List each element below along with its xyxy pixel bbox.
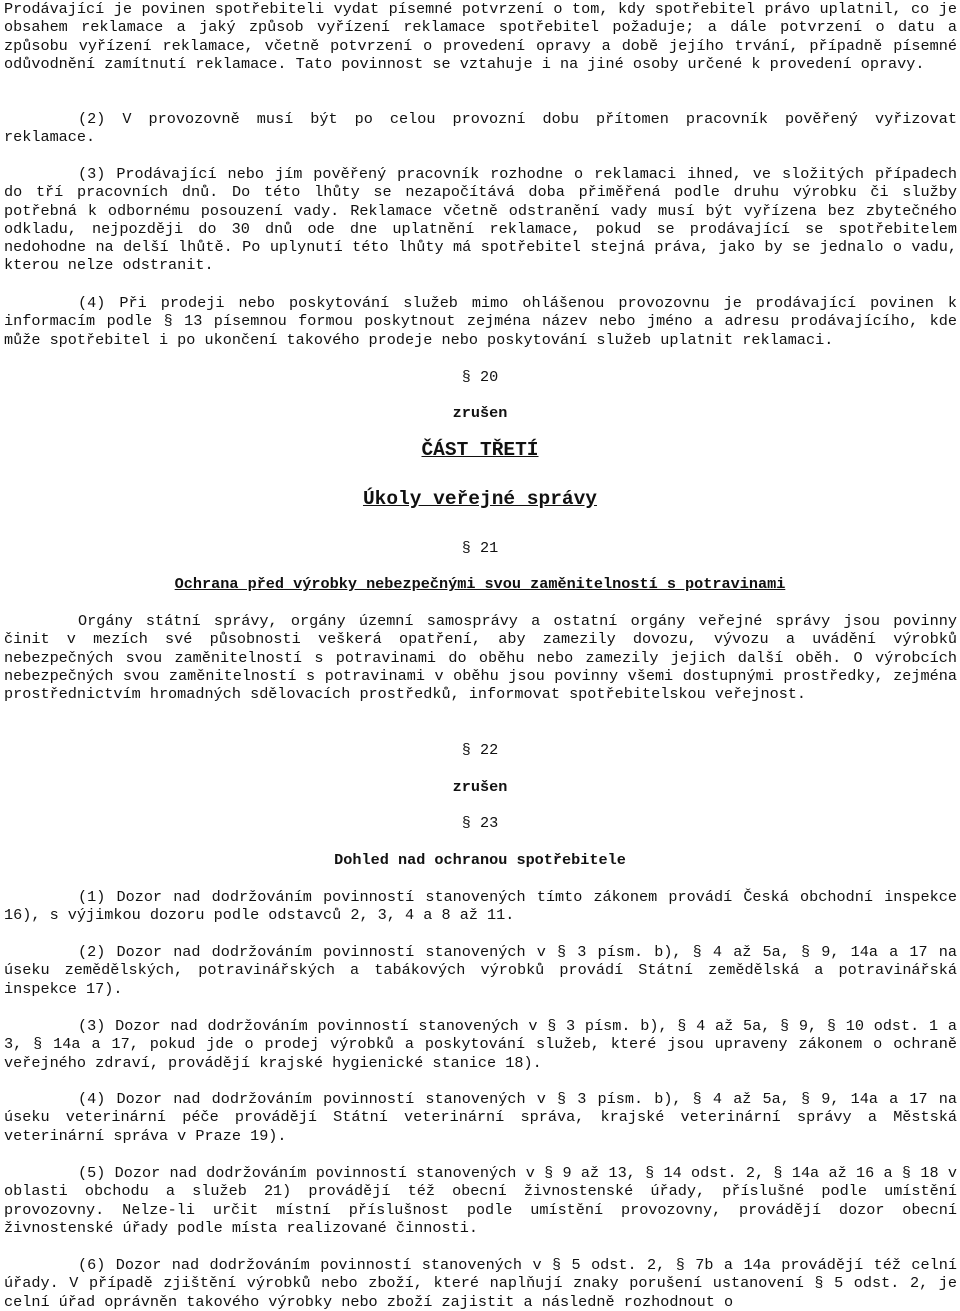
section-21-number: § 21	[461, 539, 499, 557]
section-23-paragraph-5: (5) Dozor nad dodržováním povinností stanovených v § 9 až 13, § 14 odst. 2, § 14a až 16 a § 18 v oblasti obchodu a služeb 21) provádějí též obecní živnostenské úřady, příslušné podle umístění provozovny. Nelze-li určit místní příslušnost podle umístění provozovny, provádějí dozor obecní živnostenské úřady podle místa realizované činnosti.	[4, 1164, 957, 1237]
section-22-status: zrušen	[452, 778, 508, 796]
section-20-number: § 20	[461, 368, 499, 386]
paragraph-2: (2) V provozovně musí být po celou provozní dobu přítomen pracovník pověřený vyřizovat reklamace.	[4, 110, 957, 147]
section-23-paragraph-6: (6) Dozor nad dodržováním povinností stanovených v § 5 odst. 2, § 7b a 14a provádějí též celní úřady. V případě zjištění výrobků nebo zboží, které naplňují znaky porušení ustanovení § 5 odst. 2, je celní úřad oprávněn takového výrobky nebo zboží zajistit a následně rozhodnout o	[4, 1256, 957, 1311]
section-21-heading: Ochrana před výrobky nebezpečnými svou zaměnitelností s potravinami	[174, 575, 786, 593]
section-23-paragraph-4: (4) Dozor nad dodržováním povinností stanovených v § 3 písm. b), § 4 až 5a, § 9, 14a a 17 na úseku veterinární péče provádějí Státní veterinární správa, krajské veterinární správy a Městská veterinární správa v Praze 19).	[4, 1090, 957, 1145]
part-label: ČÁST TŘETÍ	[421, 439, 539, 461]
paragraph-3: (3) Prodávající nebo jím pověřený pracovník rozhodne o reklamaci ihned, ve složitých případech do tří pracovních dnů. Do této lhůty se nezapočítává doba přiměřená podle druhu výrobku či služby potřebná k odbornému posouzení vady. Reklamace včetně odstranění vady musí být vyřízena bez zbytečného odkladu, nejpozději do 30 dnů ode dne uplatnění reklamace, pokud se prodávající se spotřebitelem nedohodne na delší lhůtě. Po uplynutí této lhůty má spotřebitel stejná práva, jako by se jednalo o vadu, kterou nelze odstranit.	[4, 165, 957, 275]
section-22-number: § 22	[461, 741, 499, 759]
section-23-paragraph-2: (2) Dozor nad dodržováním povinností stanovených v § 3 písm. b), § 4 až 5a, § 9, 14a a 17 na úseku zemědělských, potravinářských a tabákových výrobků provádí Státní zemědělská a potravinářská inspekce 17).	[4, 943, 957, 998]
section-23-heading: Dohled nad ochranou spotřebitele	[334, 851, 626, 869]
part-title: Úkoly veřejné správy	[362, 488, 598, 510]
paragraph-complaint-confirmation: Prodávající je povinen spotřebiteli vydat písemné potvrzení o tom, kdy spotřebitel právo uplatnil, co je obsahem reklamace a jaký způsob vyřízení reklamace spotřebitel požaduje; a dále potvrzení o datu a způsobu vyřízení reklamace, včetně potvrzení o provedení opravy a době jejího trvání, případně písemné odůvodnění zamítnutí reklamace. Tato povinnost se vztahuje i na jiné osoby určené k provedení opravy.	[4, 0, 957, 73]
section-23-paragraph-1: (1) Dozor nad dodržováním povinností stanovených tímto zákonem provádí Česká obchodní inspekce 16), s výjimkou dozoru podle odstavců 2, 3, 4 a 8 až 11.	[4, 888, 957, 925]
paragraph-4: (4) Při prodeji nebo poskytování služeb mimo ohlášenou provozovnu je prodávající povinen k informacím podle § 13 písemnou formou poskytnout zejména název nebo jméno a adresu prodávajícího, kde může spotřebitel i po ukončení takového prodeje nebo poskytování služeb uplatnit reklamaci.	[4, 294, 957, 349]
section-23-number: § 23	[461, 814, 499, 832]
section-23-paragraph-3: (3) Dozor nad dodržováním povinností stanovených v § 3 písm. b), § 4 až 5a, § 9, § 10 odst. 1 a 3, § 14a a 17, pokud jde o prodej výrobků a poskytování služeb, které jsou upraveny zákonem o ochraně veřejného zdraví, provádějí krajské hygienické stanice 18).	[4, 1017, 957, 1072]
section-20-status: zrušen	[452, 404, 508, 422]
section-21-text: Orgány státní správy, orgány územní samosprávy a ostatní orgány veřejné správy jsou povinny činit v mezích své působnosti veškerá opatření, aby zamezily dovozu, vývozu a uvádění výrobků nebezpečných svou zaměnitelností s potravinami do oběhu nebo zamezily jejich další oběh. O výrobcích nebezpečných svou zaměnitelností s potravinami v oběhu jsou povinny všemi dostupnými prostředky, zejména prostřednictvím hromadných sdělovacích prostředků, informovat spotřebitelskou veřejnost.	[4, 612, 957, 704]
